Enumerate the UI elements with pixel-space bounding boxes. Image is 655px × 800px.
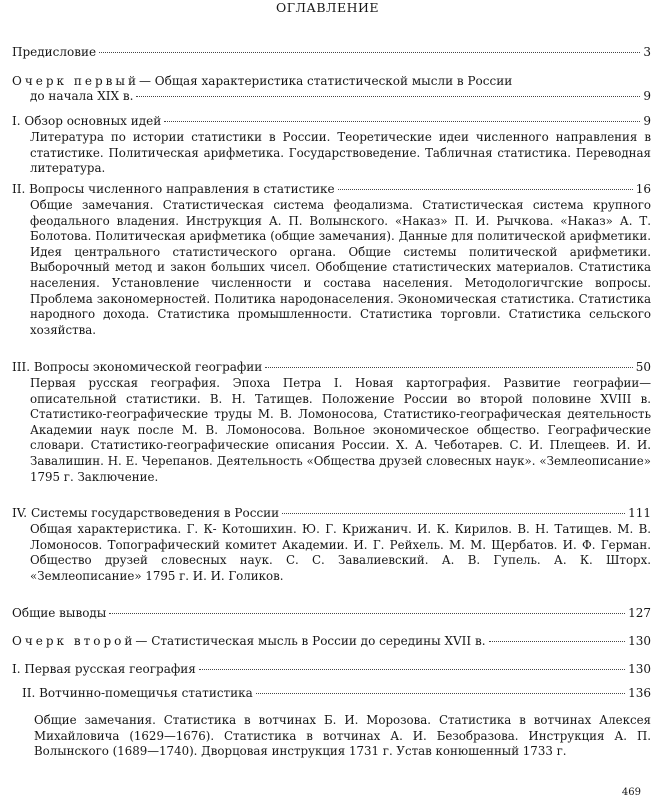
toc-entry-chapter-3[interactable] [12,360,651,485]
toc-entry-essay2-chapter-1[interactable] [12,662,651,677]
page-title: ОГЛАВЛЕНИЕ [275,0,380,15]
leader-dots [164,121,640,122]
toc-entry-description: Общая характеристика. Г. К- Котошихин. Ю. Г. Крижанич. И. К. Кирилов. В. Н. Татищев. М. В. Ломоносов. Топографический комитет Академии. И. Г. Рейхель. М. М. Щербатов. И. Ф. Герман. Общество друзей словесных наук. С. С. Завалиевский. А. В. Гупель. А. К. Шторх. «Землеописание» 1795 г. И. И. Голиков. [30,522,651,583]
toc-entry-conclusions[interactable] [12,606,651,621]
toc-entry-essay-2[interactable] [12,634,651,649]
toc-entry-title: I. Первая русская география [12,662,196,676]
leader-dots [109,613,625,614]
leader-dots [265,367,632,368]
essay-label: Очерк первый [12,74,139,88]
toc-entry-description: Первая русская география. Эпоха Петра I. Новая картография. Развитие географии— описательной статистики. В. Н. Татищев. Положение России во второй половине XVIII в. Статистико-географические труды М. В. Ломоносова, Статистико-географическая деятельность Академии наук после М. В. Ломоносова. Вольное экономическое общество. Географические словари. Статистико-географические описания России. Х. А. Чеботарев. С. И. Плещеев. И. И. Завалишин. Н. Е. Черепанов. Деятельность «Общества друзей словесных наук». «Землеописание» 1795 г. Заключение. [30,376,651,484]
toc-entry-chapter-4[interactable] [12,506,651,584]
toc-page-number: 16 [635,182,651,196]
leader-dots [282,513,625,514]
toc-entry-title: — Статистическая мысль в России до середины XVII в. [135,634,486,648]
leader-dots [199,669,625,670]
toc-entry-title: — Общая характеристика статистической мысли в России [138,74,513,88]
toc-entry-description: Общие замечания. Статистическая система феодализма. Статистическая система крупного феодального владения. Инструкция А. П. Волынского. «Наказ» П. И. Рычкова. «Наказ» А. Т. Болотова. Политическая арифметика (общие замечания). Данные для политической арифметики. Идея центрального статистического органа. Общие системы политической арифметики. Выборочный метод и закон больших чисел. Обобщение статистических материалов. Статистика населения. Установление численности и состава населения. Методологичгские вопросы. Проблема закономерностей. Политика народонаселения. Экономическая статистика. Статистика народного дохода. Статистика промышленности. Статистика торговли. Статистика сельского хозяйства. [30,198,651,337]
toc-page-number: 127 [628,606,651,620]
toc-entry-title: Общие выводы [12,606,107,620]
leader-dots [338,189,633,190]
toc-entry-title: IV. Системы государствоведения в России [12,506,280,520]
toc-page-number: 130 [628,634,651,648]
leader-dots [489,641,626,642]
toc-entry-title: III. Вопросы экономической географии [12,360,263,374]
toc-page-number: 50 [635,360,651,374]
toc-entry-chapter-2[interactable] [12,182,651,338]
toc-entry-description: Общие замечания. Статистика в вотчинах Б. И. Морозова. Статистика в вотчинах Алексея Михайловича (1629—1676). Статистика в вотчинах А. И. Безобразова. Инструкция А. П. Волынского (1689—1740). Дворцовая инструкция 1731 г. Устав конюшенный 1733 г. [34,713,651,759]
toc-entry-essay-1[interactable] [12,74,651,104]
toc-page-number: 3 [643,45,651,59]
toc-page-number: 111 [628,506,651,520]
toc-entry-title: Предисловие [12,45,97,59]
toc-page-number: 9 [643,89,651,103]
toc-entry-essay2-chapter-2[interactable] [22,686,651,760]
leader-dots [99,52,640,53]
toc-entry-description: Литература по истории статистики в России. Теоретические идеи численного направления в статистике. Политическая арифметика. Государствоведение. Табличная статистика. Переводная литература. [30,130,651,176]
toc-entry-title: II. Вотчинно-помещичья статистика [22,686,253,700]
page-number: 469 [621,787,641,798]
toc-page-number: 136 [628,686,651,700]
toc-page-number: 130 [628,662,651,676]
toc-entry-title: II. Вопросы численного направления в статистике [12,182,335,196]
toc-entry-preface[interactable] [12,45,651,60]
essay-label: Очерк второй [12,634,136,648]
toc-page-number: 9 [643,114,651,128]
toc-entry-title: I. Обзор основных идей [12,114,162,128]
toc-entry-title-continued: до начала XIX в. [30,89,134,103]
toc-entry-chapter-1[interactable] [12,114,651,177]
leader-dots [136,96,640,97]
leader-dots [256,693,625,694]
